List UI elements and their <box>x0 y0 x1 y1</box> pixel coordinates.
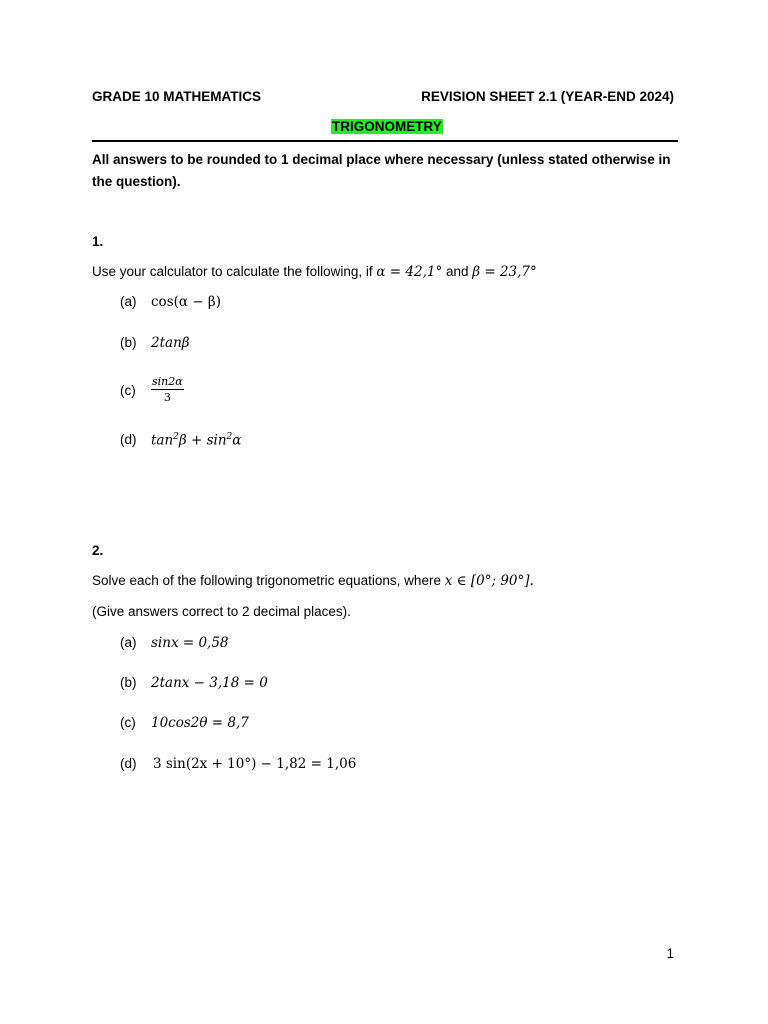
instructions-line-2: the question). <box>92 174 181 189</box>
q2-part-a-label: (a) <box>120 635 137 650</box>
question-1-prompt-text: Use your calculator to calculate the following, if <box>92 264 377 279</box>
q1-part-d-alpha: α <box>232 432 242 449</box>
page-number: 1 <box>666 946 674 961</box>
q2-part-d-expr: 3 sin(2x + 10°) − 1,82 = 1,06 <box>153 756 357 772</box>
q1-part-a-expr: cos(α − β) <box>151 294 221 310</box>
question-2-prompt-text: Solve each of the following trigonometric equations, where <box>92 573 445 588</box>
topic-title <box>331 119 443 134</box>
q2-part-a-expr: sinx = 0,58 <box>151 635 229 651</box>
question-2-domain: x ∈ [0°; 90°]. <box>444 573 534 589</box>
q1-part-d-sup-1: 2 <box>173 432 179 442</box>
q1-part-c-fraction <box>151 373 184 403</box>
q2-part-c-label: (c) <box>120 715 136 730</box>
q1-part-d-mid: β + sin <box>178 432 227 449</box>
question-1-prompt <box>92 264 537 280</box>
q1-part-a-label: (a) <box>120 294 137 309</box>
q1-part-d-tan: tan <box>151 432 174 449</box>
instructions-line-1: All answers to be rounded to 1 decimal place where necessary (unless stated otherwise in <box>92 152 671 167</box>
question-2-number: 2. <box>92 543 104 558</box>
q1-part-d-label: (d) <box>120 432 137 447</box>
question-1-and: and <box>442 264 473 279</box>
q1-part-b-label: (b) <box>120 335 137 350</box>
q1-part-d-sup-2: 2 <box>226 432 233 442</box>
q2-part-b-label: (b) <box>120 675 137 690</box>
q2-part-b-expr: 2tanx − 3,18 = 0 <box>151 675 268 691</box>
header-divider <box>92 140 678 142</box>
header-right: REVISION SHEET 2.1 (YEAR-END 2024) <box>421 89 674 104</box>
alpha-value: α = 42,1° <box>376 264 443 280</box>
topic-highlight: TRIGONOMETRY <box>332 119 442 134</box>
question-2-note: (Give answers correct to 2 decimal places). <box>92 604 351 619</box>
question-1-number: 1. <box>92 234 104 249</box>
q1-part-b-expr: 2tanβ <box>151 335 190 351</box>
header-left: GRADE 10 MATHEMATICS <box>92 89 262 104</box>
question-2-prompt <box>92 573 534 589</box>
q1-part-d-expr <box>151 432 241 449</box>
beta-value: β = 23,7° <box>472 264 537 280</box>
q1-part-c-numerator: sin2α <box>152 375 183 388</box>
q1-part-c-label: (c) <box>120 383 136 398</box>
q2-part-c-expr: 10cos2θ = 8,7 <box>151 715 249 731</box>
q2-part-d-label: (d) <box>120 756 137 771</box>
q1-part-c-denominator: 3 <box>163 391 171 404</box>
